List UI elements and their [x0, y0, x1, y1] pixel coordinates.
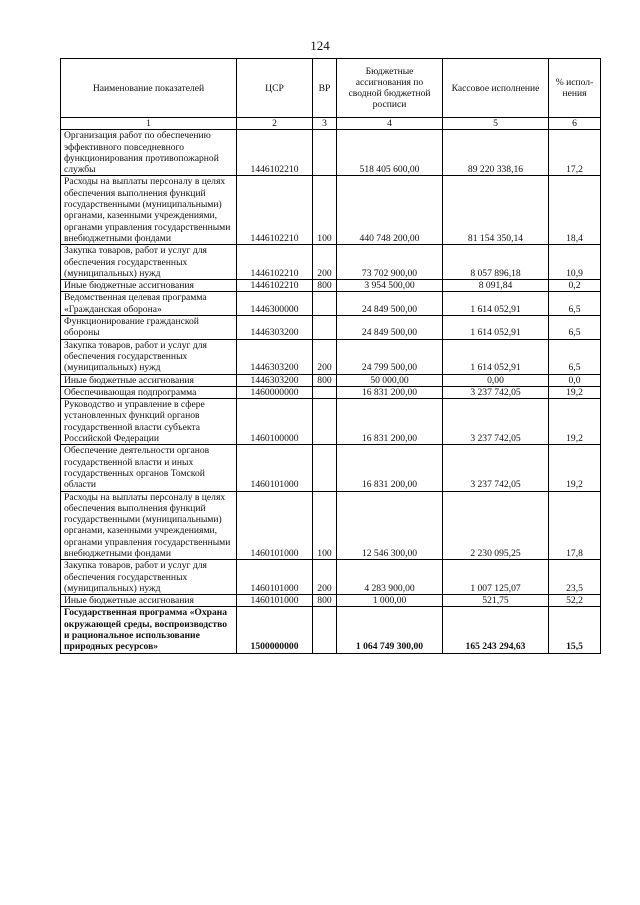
- row-csr: 1446102210: [237, 280, 313, 292]
- row-name: Обеспечивающая подпрограмма: [61, 386, 237, 398]
- table-body: [61, 118, 601, 654]
- row-name: Функционирование гражданской обороны: [61, 316, 237, 340]
- page-number: 124: [310, 38, 330, 53]
- row-cash: 1 614 052,91: [443, 316, 549, 340]
- row-cash: 2 230 095,25: [443, 491, 549, 560]
- table-row: [61, 595, 601, 607]
- row-cash: 1 614 052,91: [443, 292, 549, 316]
- row-cash: 1 007 125,07: [443, 560, 549, 595]
- row-cash: 3 237 742,05: [443, 445, 549, 491]
- row-name: Иные бюджетные ассигнования: [61, 595, 237, 607]
- row-cash: 3 237 742,05: [443, 386, 549, 398]
- row-percent: 0,2: [549, 280, 601, 292]
- row-csr: 1446303200: [237, 374, 313, 386]
- row-percent: 6,5: [549, 339, 601, 374]
- row-percent: 18,4: [549, 176, 601, 245]
- row-percent: 19,2: [549, 386, 601, 398]
- row-cash: 81 154 350,14: [443, 176, 549, 245]
- column-number: 2: [237, 118, 313, 130]
- row-budget: 1 000,00: [337, 595, 443, 607]
- table-header-row: [61, 59, 601, 118]
- table-row: [61, 560, 601, 595]
- row-name: Закупка товаров, работ и услуг для обеспечения государственных (муниципальных) нужд: [61, 245, 237, 280]
- column-number: 4: [337, 118, 443, 130]
- row-csr: 1460101000: [237, 491, 313, 560]
- row-vr: 100: [313, 176, 337, 245]
- row-name: Ведомственная целевая программа «Гражданская оборона»: [61, 292, 237, 316]
- row-name: Закупка товаров, работ и услуг для обеспечения государственных (муниципальных) нужд: [61, 560, 237, 595]
- row-csr: 1446102210: [237, 245, 313, 280]
- column-header: Наименование показателей: [61, 59, 237, 118]
- row-name: Закупка товаров, работ и услуг для обеспечения государственных (муниципальных) нужд: [61, 339, 237, 374]
- row-vr: [313, 292, 337, 316]
- row-percent: 52,2: [549, 595, 601, 607]
- table-row: [61, 130, 601, 176]
- row-cash: 89 220 338,16: [443, 130, 549, 176]
- row-budget: 12 546 300,00: [337, 491, 443, 560]
- row-vr: 800: [313, 595, 337, 607]
- row-csr: 1460101000: [237, 445, 313, 491]
- row-budget: 1 064 749 300,00: [337, 607, 443, 653]
- row-vr: 800: [313, 280, 337, 292]
- column-header: Кассовое исполнение: [443, 59, 549, 118]
- row-budget: 518 405 600,00: [337, 130, 443, 176]
- row-csr: 1460101000: [237, 560, 313, 595]
- row-vr: [313, 607, 337, 653]
- column-number-row: [61, 118, 601, 130]
- row-csr: 1460100000: [237, 399, 313, 445]
- row-budget: 50 000,00: [337, 374, 443, 386]
- row-vr: [313, 130, 337, 176]
- table-row: [61, 399, 601, 445]
- row-percent: 17,2: [549, 130, 601, 176]
- row-cash: 8 091,84: [443, 280, 549, 292]
- row-budget: 16 831 200,00: [337, 445, 443, 491]
- table-row: [61, 292, 601, 316]
- row-percent: 17,8: [549, 491, 601, 560]
- row-percent: 6,5: [549, 292, 601, 316]
- row-budget: 24 799 500,00: [337, 339, 443, 374]
- row-vr: [313, 445, 337, 491]
- row-vr: [313, 316, 337, 340]
- column-number: 6: [549, 118, 601, 130]
- row-vr: 800: [313, 374, 337, 386]
- row-name: Обеспечение деятельности органов государственной власти и иных государственных органов Томской области: [61, 445, 237, 491]
- row-cash: 165 243 294,63: [443, 607, 549, 653]
- row-budget: 3 954 500,00: [337, 280, 443, 292]
- row-cash: 8 057 896,18: [443, 245, 549, 280]
- table-row: [61, 245, 601, 280]
- row-csr: 1446102210: [237, 130, 313, 176]
- row-csr: 1460101000: [237, 595, 313, 607]
- row-vr: 200: [313, 245, 337, 280]
- row-cash: 1 614 052,91: [443, 339, 549, 374]
- row-budget: 24 849 500,00: [337, 316, 443, 340]
- row-csr: 1500000000: [237, 607, 313, 653]
- row-name: Иные бюджетные ассигнования: [61, 374, 237, 386]
- row-vr: [313, 399, 337, 445]
- column-header: ЦСР: [237, 59, 313, 118]
- row-percent: 6,5: [549, 316, 601, 340]
- row-budget: 24 849 500,00: [337, 292, 443, 316]
- column-header: % испол-нения: [549, 59, 601, 118]
- table-row: [61, 339, 601, 374]
- table-row: [61, 445, 601, 491]
- row-percent: 23,5: [549, 560, 601, 595]
- table-row: [61, 491, 601, 560]
- row-name: Государственная программа «Охрана окружающей среды, воспроизводство и рациональное использование природных ресурсов»: [61, 607, 237, 653]
- column-number: 5: [443, 118, 549, 130]
- row-name: Расходы на выплаты персоналу в целях обеспечения выполнения функций государственными (муниципальными) органами, казенными учреждениями, органами управления государственными внебюджетными фондами: [61, 176, 237, 245]
- row-budget: 440 748 200,00: [337, 176, 443, 245]
- row-vr: 100: [313, 491, 337, 560]
- row-csr: 1446102210: [237, 176, 313, 245]
- column-number: 3: [313, 118, 337, 130]
- table-row: [61, 386, 601, 398]
- row-budget: 73 702 900,00: [337, 245, 443, 280]
- row-percent: 0,0: [549, 374, 601, 386]
- row-name: Руководство и управление в сфере установленных функций органов государственной власти субъекта Российской Федерации: [61, 399, 237, 445]
- row-csr: 1446300000: [237, 292, 313, 316]
- table-row: [61, 607, 601, 653]
- row-cash: 521,75: [443, 595, 549, 607]
- column-number: 1: [61, 118, 237, 130]
- row-csr: 1460000000: [237, 386, 313, 398]
- row-vr: [313, 386, 337, 398]
- row-budget: 4 283 900,00: [337, 560, 443, 595]
- row-cash: 0,00: [443, 374, 549, 386]
- row-percent: 15,5: [549, 607, 601, 653]
- row-percent: 10,9: [549, 245, 601, 280]
- row-vr: 200: [313, 339, 337, 374]
- row-budget: 16 831 200,00: [337, 399, 443, 445]
- row-budget: 16 831 200,00: [337, 386, 443, 398]
- table-row: [61, 374, 601, 386]
- row-csr: 1446303200: [237, 339, 313, 374]
- row-cash: 3 237 742,05: [443, 399, 549, 445]
- column-header: ВР: [313, 59, 337, 118]
- budget-execution-table: [60, 58, 601, 654]
- row-name: Иные бюджетные ассигнования: [61, 280, 237, 292]
- row-csr: 1446303200: [237, 316, 313, 340]
- table-row: [61, 316, 601, 340]
- row-name: Организация работ по обеспечению эффективного повседневного функционирования противопожарной службы: [61, 130, 237, 176]
- table-row: [61, 176, 601, 245]
- row-percent: 19,2: [549, 399, 601, 445]
- row-percent: 19,2: [549, 445, 601, 491]
- column-header: Бюджетные ассигнования по сводной бюджетной росписи: [337, 59, 443, 118]
- table-row: [61, 280, 601, 292]
- row-vr: 200: [313, 560, 337, 595]
- row-name: Расходы на выплаты персоналу в целях обеспечения выполнения функций государственными (муниципальными) органами, казенными учреждениями, органами управления государственными внебюджетными фондами: [61, 491, 237, 560]
